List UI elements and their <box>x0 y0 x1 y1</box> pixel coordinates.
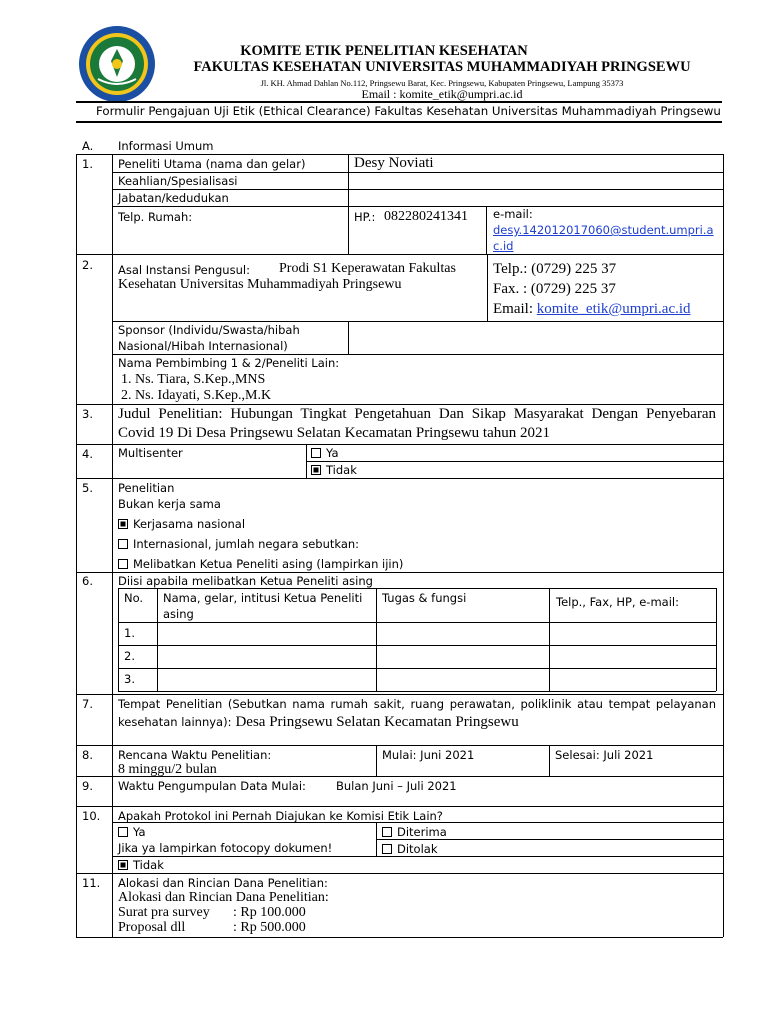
table-row-number: 2. <box>124 649 135 663</box>
rencana-waktu-value: 8 minggu/2 bulan <box>118 762 217 777</box>
committee-email-link[interactable]: komite_etik@umpri.ac.id <box>536 301 691 317</box>
pembimbing-item: 1. Ns. Tiara, S.Kep.,MNS <box>121 372 266 387</box>
checkbox-checked-icon[interactable] <box>311 465 321 475</box>
protokol-note: Jika ya lampirkan fotocopy dokumen! <box>118 841 333 855</box>
penelitian-label: Penelitian <box>118 481 175 495</box>
hp-label: HP.: <box>354 210 376 224</box>
checkbox-unchecked-icon[interactable] <box>118 827 128 837</box>
section-title: Informasi Umum <box>118 139 214 153</box>
col-header-kontak: Telp., Fax, HP, e-mail: <box>556 595 679 609</box>
instansi-label: Asal Instansi Pengusul: <box>118 263 250 277</box>
penelitian-option[interactable]: Melibatkan Ketua Peneliti asing (lampirkan ijin) <box>118 557 403 571</box>
hp-field[interactable]: 082280241341 <box>384 209 468 224</box>
email-link-cont[interactable]: c.id <box>493 239 514 253</box>
col-header-nama-cont: asing <box>163 607 194 621</box>
instansi-fax: Fax. : (0729) 225 37 <box>493 281 616 297</box>
row-number: 5. <box>82 481 93 495</box>
peneliti-utama-field[interactable]: Desy Noviati <box>354 155 434 171</box>
faculty-title: FAKULTAS KESEHATAN UNIVERSITAS MUHAMMADIYAH PRINGSEWU <box>193 59 691 75</box>
mulai-field: Mulai: Juni 2021 <box>382 748 475 762</box>
sponsor-label: Sponsor (Individu/Swasta/hibah <box>118 323 300 337</box>
peneliti-utama-label: Peneliti Utama (nama dan gelar) <box>118 157 306 171</box>
institution-logo <box>78 25 156 103</box>
protokol-tidak-option[interactable]: Tidak <box>118 858 164 872</box>
col-header-tugas: Tugas & fungsi <box>382 591 467 605</box>
pembimbing-label: Nama Pembimbing 1 & 2/Peneliti Lain: <box>118 356 340 370</box>
checkbox-checked-icon[interactable] <box>118 519 128 529</box>
row-number: 9. <box>82 779 93 793</box>
multisenter-label: Multisenter <box>118 446 183 460</box>
pengumpulan-data-label: Waktu Pengumpulan Data Mulai: <box>118 779 306 793</box>
row-number: 11. <box>82 876 101 890</box>
checkbox-unchecked-icon[interactable] <box>311 448 321 458</box>
pengumpulan-data-value: Bulan Juni – Juli 2021 <box>336 779 457 793</box>
keahlian-label: Keahlian/Spesialisasi <box>118 174 238 188</box>
dana-value-label: Alokasi dan Rincian Dana Penelitian: <box>118 890 329 905</box>
instansi-email: Email: komite_etik@umpri.ac.id <box>493 301 691 317</box>
tempat-penelitian-value: Desa Pringsewu Selatan Kecamatan Pringsewu <box>235 714 519 730</box>
row-number: 3. <box>82 407 93 421</box>
dana-item-amount: : Rp 100.000 <box>233 905 306 920</box>
row-number: 7. <box>82 697 93 711</box>
email-link[interactable]: desy.142012017060@student.umpri.a <box>493 223 714 237</box>
dana-item-name: Proposal dll <box>118 920 186 935</box>
header-divider-bottom <box>76 121 722 123</box>
protokol-question: Apakah Protokol ini Pernah Diajukan ke Komisi Etik Lain? <box>118 809 443 823</box>
email-label: e-mail: <box>493 207 533 221</box>
instansi-value-cont: Kesehatan Universitas Muhammadiyah Pringsewu <box>118 277 402 292</box>
committee-title: KOMITE ETIK PENELITIAN KESEHATAN <box>240 43 528 59</box>
form-title: Formulir Pengajuan Uji Etik (Ethical Clearance) Fakultas Kesehatan Universitas Muhammadiyah Pringsewu <box>96 104 721 118</box>
table-row-number: 3. <box>124 672 135 686</box>
tempat-penelitian-line: kesehatan lainnya): Desa Pringsewu Selatan Kecamatan Pringsewu <box>118 714 519 730</box>
multisenter-tidak-option[interactable]: Tidak <box>311 463 357 477</box>
penelitian-option-selected[interactable]: Kerjasama nasional <box>118 517 245 531</box>
penelitian-option[interactable]: Internasional, jumlah negara sebutkan: <box>118 537 359 551</box>
tempat-penelitian-label: Tempat Penelitian (Sebutkan nama rumah sakit, ruang perawatan, poliklinik atau tempat pelayanan <box>118 697 716 711</box>
checkbox-unchecked-icon[interactable] <box>382 844 392 854</box>
row-number: 8. <box>82 748 93 762</box>
instansi-value: Prodi S1 Keperawatan Fakultas <box>279 261 456 276</box>
multisenter-ya-option[interactable]: Ya <box>311 446 339 460</box>
protokol-ditolak-option[interactable]: Ditolak <box>382 842 438 856</box>
table-row-number: 1. <box>124 626 135 640</box>
judul-penelitian-cont: Covid 19 Di Desa Pringsewu Selatan Kecamatan Pringsewu tahun 2021 <box>118 425 551 441</box>
address-line: Jl. KH. Ahmad Dahlan No.112, Pringsewu Barat, Kec. Pringsewu, Kabupaten Pringsewu, Lampung 35373 <box>260 78 624 88</box>
col-header-no: No. <box>124 591 144 605</box>
row-number: 2. <box>82 258 93 272</box>
checkbox-unchecked-icon[interactable] <box>118 539 128 549</box>
dana-item-name: Surat pra survey <box>118 905 210 920</box>
peneliti-asing-label: Diisi apabila melibatkan Ketua Peneliti asing <box>118 574 373 588</box>
row-number: 6. <box>82 574 93 588</box>
telp-rumah-label: Telp. Rumah: <box>118 210 193 224</box>
col-header-nama: Nama, gelar, intitusi Ketua Peneliti <box>163 591 363 605</box>
protokol-diterima-option[interactable]: Diterima <box>382 825 447 839</box>
row-number: 10. <box>82 809 101 823</box>
penelitian-option[interactable]: Bukan kerja sama <box>118 497 221 511</box>
dana-item-amount: : Rp 500.000 <box>233 920 306 935</box>
section-letter: A. <box>82 139 94 153</box>
judul-penelitian: Judul Penelitian: Hubungan Tingkat Pengetahuan Dan Sikap Masyarakat Dengan Penyebaran <box>118 406 716 422</box>
row-number: 4. <box>82 447 93 461</box>
sponsor-label-cont: Nasional/Hibah Internasional) <box>118 339 288 353</box>
checkbox-unchecked-icon[interactable] <box>382 827 392 837</box>
checkbox-unchecked-icon[interactable] <box>118 559 128 569</box>
sponsor-field[interactable] <box>349 322 722 353</box>
checkbox-checked-icon[interactable] <box>118 860 128 870</box>
jabatan-label: Jabatan/kedudukan <box>118 191 229 205</box>
selesai-field: Selesai: Juli 2021 <box>555 748 654 762</box>
row-number: 1. <box>82 157 93 171</box>
dana-label: Alokasi dan Rincian Dana Penelitian: <box>118 876 328 890</box>
instansi-telp: Telp.: (0729) 225 37 <box>493 261 617 277</box>
header-divider <box>76 101 722 103</box>
pembimbing-item: 2. Ns. Idayati, S.Kep.,M.K <box>121 388 272 403</box>
rencana-waktu-label: Rencana Waktu Penelitian: <box>118 748 272 762</box>
protokol-ya-option[interactable]: Ya <box>118 825 146 839</box>
header-email: Email : komite_etik@umpri.ac.id <box>361 87 523 101</box>
